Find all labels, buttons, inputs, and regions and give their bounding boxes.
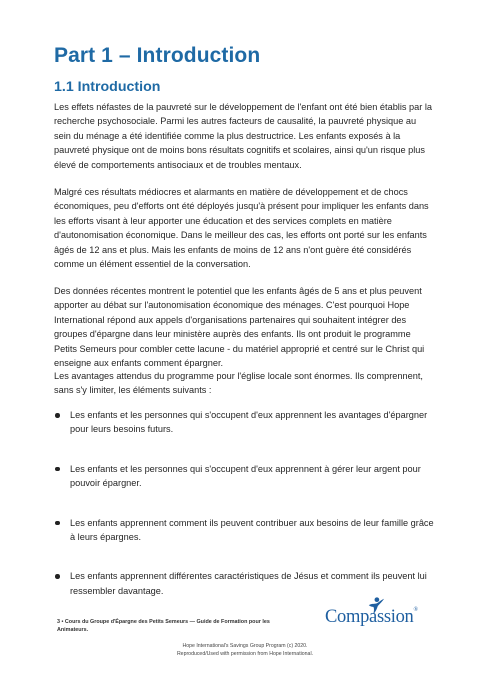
bullet-icon (55, 467, 60, 472)
paragraph-3: Des données récentes montrent le potentiel que les enfants âgés de 5 ans et plus peuvent apporter au débat sur l'autonomisation économique des ménages. C'est pourquoi Hope International répond aux appels d'organisations partenaires qui souhaitent intégrer des groupes d'épargne dans leur ministère auprès des enfants. Ils ont produit le programme Petits Semeurs pour combler cette lacune - du matériel approprié et centré sur le Christ qui enseigne aux enfants comment épargner. (54, 286, 425, 369)
footer-credit (150, 642, 340, 658)
paragraph-4: Les avantages attendus du programme pour l'église locale sont énormes. Ils comprennent, sans s'y limiter, les éléments suivants : (54, 371, 423, 396)
list-item: Les enfants et les personnes qui s'occupent d'eux apprennent à gérer leur argent pour pouvoir épargner. (54, 462, 434, 491)
credit-line-2: Reproduced/Used with permission from Hope International. (176, 651, 314, 657)
list-item: Les enfants apprennent différentes caractéristiques de Jésus et comment ils peuvent lui ressembler davantage. (54, 569, 434, 598)
credit-line-1: Hope International's Savings Group Program (c) 2020. (182, 643, 308, 649)
bullet-icon (55, 521, 60, 526)
bullet-icon (55, 574, 60, 579)
logo-wordmark: Compassion® (325, 607, 418, 627)
page-title: Part 1 – Introduction (54, 44, 261, 67)
compassion-logo (325, 599, 421, 631)
benefits-list (54, 408, 434, 623)
paragraph-1: Les effets néfastes de la pauvreté sur le développement de l'enfant ont été bien établis par la recherche psychosociale. Parmi les autres facteurs de causalité, la pauvreté physique au sein du ménage a été identifiée comme la plus destructrice. Les enfants exposés à la pauvreté physique ont de moins bons résultats cognitifs et scolaires, ainsi qu'un risque plus élevé de comportements antisociaux et de troubles mentaux. (54, 102, 433, 170)
section-title: 1.1 Introduction (54, 79, 161, 95)
list-item: Les enfants apprennent comment ils peuvent contribuer aux besoins de leur famille grâce à leurs épargnes. (54, 516, 434, 545)
list-item: Les enfants et les personnes qui s'occupent d'eux apprennent les avantages d'épargner pour leurs besoins futurs. (54, 408, 434, 437)
paragraph-2: Malgré ces résultats médiocres et alarmants en matière de développement et de chocs économiques, peu d'efforts ont été déployés jusqu'à présent pour impliquer les enfants dans les efforts visant à leur apporter une éducation et des services complets en matière d'autonomisation économique. Dans le meilleur des cas, les efforts ont porté sur les enfants âgés de 12 ans et plus. Mais les enfants de moins de 12 ans n'ont guère été considérés comme un élément essentiel de la conversation. (54, 187, 429, 270)
bullet-icon (55, 413, 60, 418)
footer-page-label: 3 • Cours du Groupe d'Épargne des Petits Semeurs — Guide de Formation pour les Animateurs. (57, 619, 270, 634)
